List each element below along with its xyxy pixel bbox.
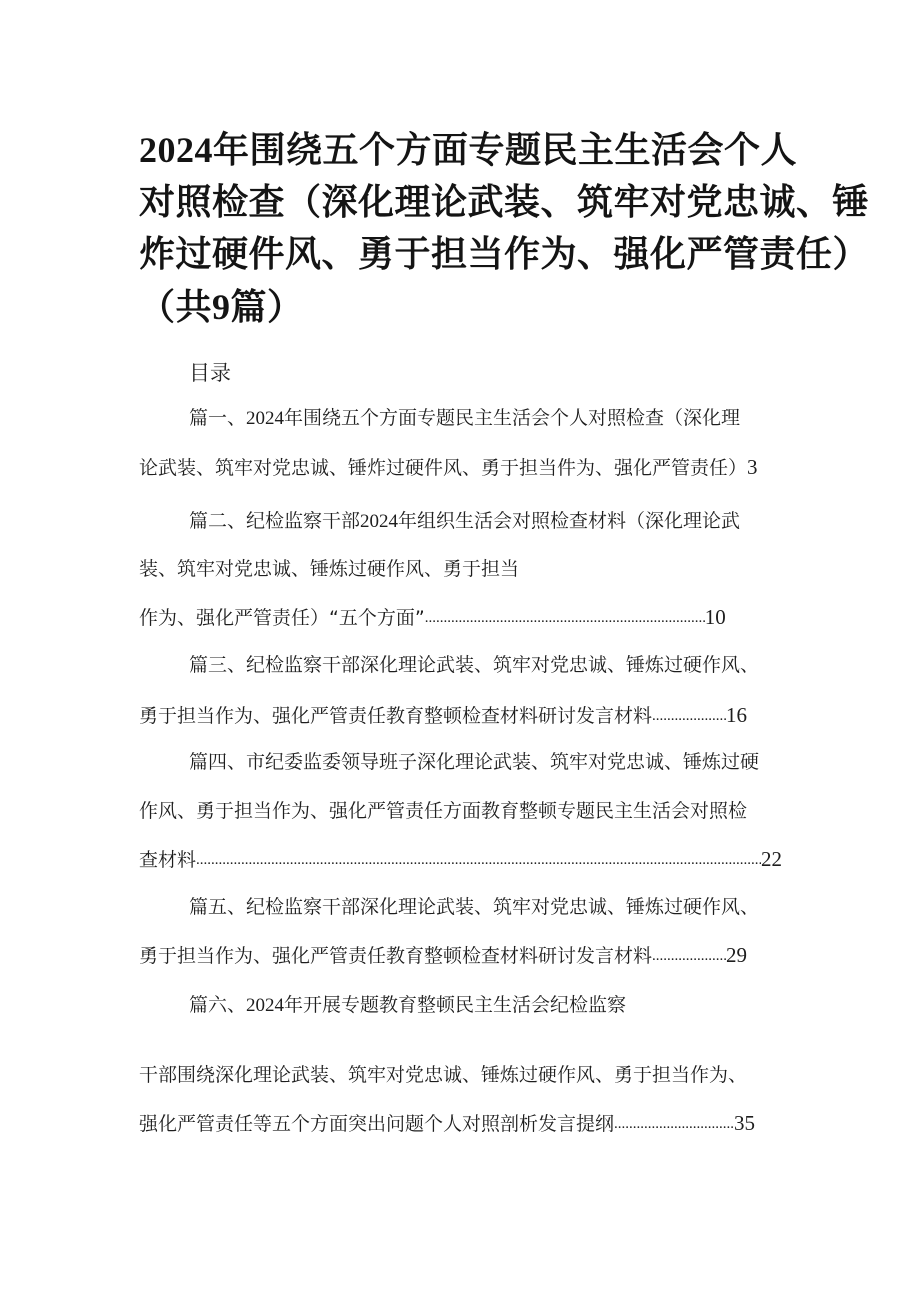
document-title <box>139 124 870 334</box>
toc-leader-dots <box>425 604 705 632</box>
toc-leader-dots <box>652 942 726 970</box>
toc-entry-5-page: 29 <box>726 943 748 967</box>
toc-leader-dots <box>614 1110 734 1138</box>
toc-entry-6-line-2[interactable]: 干部围绕深化理论武装、筑牢对党忠诚、锤炼过硬作风、勇于担当作为、 <box>139 1064 748 1086</box>
toc-entry-2-line-1[interactable]: 篇二、纪检监察干部2024年组织生活会对照检查材料（深化理论武 <box>189 510 741 532</box>
title-line-1: 2024年围绕五个方面专题民主生活会个人 <box>139 130 798 171</box>
title-line-2: 对照检查（深化理论武装、筑牢对党忠诚、锤 <box>139 182 870 223</box>
toc-entry-1-line-2[interactable]: 论武装、筑牢对党忠诚、锤炸过硬件风、勇于担当件为、强化严管责任）3 <box>139 455 758 479</box>
toc-entry-5-line-1[interactable]: 篇五、纪检监察干部深化理论武装、筑牢对党忠诚、锤炼过硬作风、 <box>189 896 760 918</box>
title-line-3: 炸过硬件风、勇于担当作为、强化严管责任） <box>139 234 870 275</box>
toc-entry-3-line-2[interactable]: 勇于担当作为、强化严管责任教育整顿检查材料研讨发言材料..... 16 <box>139 701 747 730</box>
toc-entry-2-line-2[interactable]: 装、筑牢对党忠诚、锤炼过硬作风、勇于担当 <box>139 558 520 580</box>
toc-entry-4-line-3[interactable]: 查材料..... 22 <box>139 845 782 874</box>
toc-leader-dots <box>652 702 726 730</box>
toc-entry-3-line-1[interactable]: 篇三、纪检监察干部深化理论武装、筑牢对党忠诚、锤炼过硬作风、 <box>189 654 760 676</box>
toc-entry-5-line-2[interactable]: 勇于担当作为、强化严管责任教育整顿检查材料研讨发言材料..... 29 <box>139 941 747 970</box>
toc-heading: 目录 <box>189 361 231 385</box>
toc-entry-4-line-1[interactable]: 篇四、市纪委监委领导班子深化理论武装、筑牢对党忠诚、锤炼过硬 <box>189 751 760 773</box>
toc-entry-3-page: 16 <box>726 703 748 727</box>
toc-entry-6-page: 35 <box>734 1111 756 1135</box>
toc-entry-6-line-1[interactable]: 篇六、2024年开展专题教育整顿民主生活会纪检监察 <box>189 994 627 1016</box>
toc-leader-dots <box>196 846 761 874</box>
toc-entry-1-line-1[interactable]: 篇一、2024年围绕五个方面专题民主生活会个人对照检查（深化理 <box>189 407 741 429</box>
toc-entry-2-line-3[interactable]: 作为、强化严管责任）“五个方面”..... 10 <box>139 603 726 632</box>
title-line-4: （共9篇） <box>139 287 304 328</box>
toc-entry-2-page: 10 <box>704 605 726 629</box>
toc-entry-1-page: 3 <box>747 455 758 479</box>
toc-entry-4-page: 22 <box>761 847 783 871</box>
toc-entry-6-line-3[interactable]: 强化严管责任等五个方面突出问题个人对照剖析发言提纲..... 35 <box>139 1109 755 1138</box>
toc-entry-4-line-2[interactable]: 作风、勇于担当作为、强化严管责任方面教育整顿专题民主生活会对照检 <box>139 800 748 822</box>
